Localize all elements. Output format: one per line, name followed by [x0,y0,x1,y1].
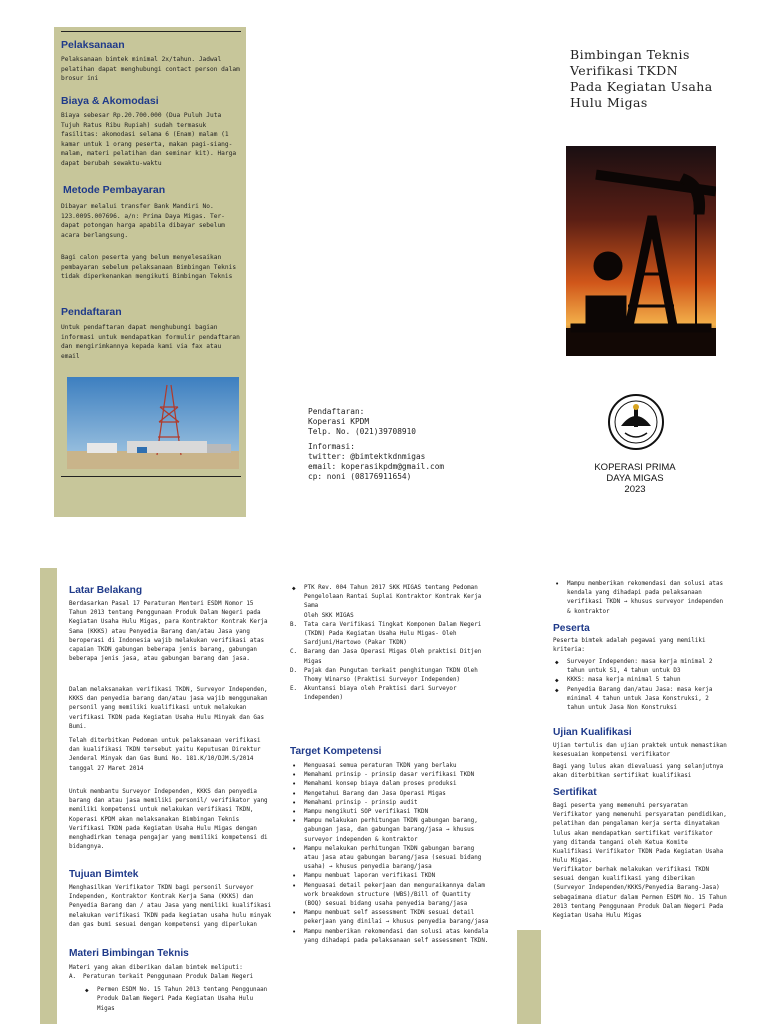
materi-item-d-mark: D. [290,667,298,674]
info-panel [54,27,246,517]
latar-p1: Berdasarkan Pasal 17 Peraturan Menteri ESDM Nomor 15 Tahun 2013 tentang Penggunaan Produk Dalam Negeri pada Kegiatan Usaha Hulu Migas, para Kontraktor Kontrak Kerja Sama (KKKS) atau Penyedia Barang dan/atau Jasa yang beroperasi di Indonesia wajib melakukan verifikasi atas capaian TKDN gabungan beberapa jenis barang, gabungan beberapa jenis jasa, atau gabungan barang dan jasa. [69,601,268,663]
target-heading: Target Kompetensi [290,746,382,757]
org-name [580,462,690,495]
materi-item-e-text: Akuntansi biaya oleh Praktisi dari Surveyor independen) [304,686,457,702]
col3-top-list [553,580,728,617]
materi-item-c-text: Barang dan Jasa Operasi Migas Oleh praktisi Ditjen Migas [304,649,482,665]
left-strip [40,568,57,1024]
target-item: • Mampu melakukan perhitungan TKDN gabungan barang, gabungan jasa, dan gabungan barang/jasa → khusus surveyor independen & kontraktor [290,817,490,845]
contact-line-2: Koperasi KPDM [308,417,370,426]
pendaftaran-text: Untuk pendaftaran dapat menghubungi bagian informasi untuk mendapatkan formulir pendaftaran dan mengirimkannya kepada kami via fax atau email [61,324,240,360]
pelaksanaan-heading: Pelaksanaan [61,39,125,51]
metode-text-1: Dibayar melalui transfer Bank Mandiri No. 123.0095.007696. a/n: Prima Daya Migas. Ter-dapat potongan harga apabila dibayar sebelum acara berlangsung. [61,203,225,239]
tujuan-text: Menghasilkan Verifikator TKDN bagi personil Surveyor Independen, Kontraktor Kontrak Kerja Sama (KKKS) dan Penyedia Barang dan / atau Jasa yang memiliki kualifikasi melakukan verifikasi TKDN pada kegiatan usaha hulu minyak dan gas bumi sesuai dengan kompetensi yang diperlukan [69,885,272,928]
target-item: • Mampu mengikuti SOP verifikasi TKDN [290,808,490,817]
materi-item-d [290,667,490,685]
ujian-heading: Ujian Kualifikasi [553,727,632,738]
contact-phone: Telp. No. (021)39708910 [308,427,416,436]
contact-block [308,407,488,482]
materi-item-b [290,621,490,649]
materi-a-bullet-2-text: PTK Rev. 004 Tahun 2017 SKK MIGAS tentang Pedoman Pengelolaan Rantai Suplai Kontraktor Kontrak Kerja Sama [304,585,482,610]
target-item: • Mampu memberikan rekomendasi dan solusi atas kendala yang dihadapi pada pelaksanaan self assessment TKDN. [290,928,490,946]
peserta-list [553,658,728,713]
target-item: • Mampu membuat self assessment TKDN sesuai detail pekerjaan yang dinilai → khusus penyedia barang/jasa [290,909,490,927]
pumpjack-photo [566,146,716,356]
target-list [290,762,490,946]
target-item: • Mengetahui Barang dan Jasa Operasi Migas [290,790,490,799]
target-item: • Mampu membuat laporan verifikasi TKDN [290,872,490,881]
peserta-heading: Peserta [553,623,590,634]
materi-list-cont [290,584,490,704]
target-item-continued: • Mampu memberikan rekomendasi dan solusi atas kendala yang dihadapi pada pelaksanaan verifikasi TKDN → khusus surveyor independen & kontraktor [553,580,728,617]
materi-item-c [290,648,490,666]
biaya-text: Biaya sebesar Rp.20.700.000 (Dua Puluh Juta Tujuh Ratus Ribu Rupiah) sudah termasuk fasilitas: akomodasi selama 6 (Enam) malam (1 kamar untuk 1 orang peserta, makan pagi-siang-malam, materi pelatihan dan seminar kit). Harga dapat berubah sewaktu-waktu [61,112,237,167]
materi-item-a-mark: A. [69,974,77,980]
materi-item-e [290,685,490,703]
peserta-intro: Peserta bimtek adalah pegawai yang memiliki kriteria: [553,638,706,654]
latar-p3: Telah diterbitkan Pedoman untuk pelaksanaan verifikasi dan kualifikasi TKDN tersebut yaitu Keputusan Direktur Jenderal Minyak dan Gas Bumi No. 181.K/10/DJM.S/2014 tanggal 27 Maret 2014 [69,738,261,772]
ujian-p2: Bagi yang lulus akan dievaluasi yang selanjutnya akan diterbitkan sertifikat kualifikasi [553,764,724,780]
koperasi-logo [607,393,665,451]
latar-p2: Dalam melaksanakan verifikasi TKDN, Surveyor Independen, KKKS dan penyedia barang dan/atau jasa wajib menggunakan personil yang memiliki kualifikasi untuk melakukan verifikasi TKDN pada Kegiatan Usaha Hulu Minyak dan Gas Bumi. [69,687,268,730]
materi-a-bullet-2 [290,584,490,621]
oil-rig-photo [67,377,239,469]
bottom-rule [61,476,241,477]
title-line-3: Pada Kegiatan Usaha [570,79,713,94]
sertifikat-heading: Sertifikat [553,787,597,798]
biaya-heading: Biaya & Akomodasi [61,95,159,107]
materi-list-a [69,973,274,1014]
target-item: • Memahami prinsip - prinsip audit [290,799,490,808]
materi-item-c-mark: C. [290,649,298,656]
pendaftaran-heading: Pendaftaran [61,306,122,318]
materi-a-bullet-1: ◆ Permen ESDM No. 15 Tahun 2013 tentang Penggunaan Produk Dalam Negeri Pada Kegiatan Usaha Hulu Migas [83,986,274,1014]
materi-heading: Materi Bimbingan Teknis [69,948,189,959]
org-line-2: DAYA MIGAS [606,473,664,484]
peserta-item: ◆ KKKS: masa kerja minimal 5 tahun [553,676,728,685]
materi-item-d-text: Pajak dan Pungutan terkait penghitungan TKDN Oleh Thomy Winarso (Praktisi Surveyor Independen) [304,667,478,684]
target-item: • Menguasai semua peraturan TKDN yang berlaku [290,762,490,771]
top-rule [61,31,241,32]
materi-item-e-mark: E. [290,686,298,693]
target-item: • Mampu melakukan perhitungan TKDN gabungan barang atau jasa atau gabungan barang/jasa (sesuai bidang usaha) → khusus penyedia barang/jasa [290,845,490,873]
materi-item-b-mark: B. [290,621,298,628]
peserta-item: ◆ Penyedia Barang dan/atau Jasa: masa kerja minimal 4 tahun untuk Jasa Konstruksi, 2 tahun untuk Jasa Non Konstruksi [553,686,728,714]
bottom-strip [517,930,541,1024]
latar-heading: Latar Belakang [69,585,143,596]
metode-heading: Metode Pembayaran [63,184,166,196]
target-item: • Menguasai detail pekerjaan dan menguraikannya dalam work breakdown structure (WBS)/Bill of Quantity (BOQ) sesuai bidang usaha penyedia barang/jasa [290,882,490,910]
latar-p4: Untuk membantu Surveyor Independen, KKKS dan penyedia barang dan atau jasa memiliki personil/ verifikator yang memiliki kompetensi untuk melakukan verifikasi TKDN, Koperasi KPDM akan melaksanakan Bimbingan Teknis Verifikasi TKDN pada Kegiatan Usaha Hulu Migas dengan menghadirkan tenaga pengajar yang memiliki kompetensi di bidangnya. [69,789,268,851]
title-line-2: Verifikasi TKDN [570,63,678,78]
materi-a-bullet-2-by: Oleh SKK MIGAS [304,612,354,619]
target-item: • Memahami prinsip - prinsip dasar verifikasi TKDN [290,771,490,780]
contact-line-1: Pendaftaran: [308,407,365,416]
org-year: 2023 [624,484,646,495]
sertifikat-p1: Bagi peserta yang memenuhi persyaratan Verifikator yang memenuhi persyaratan pendidikan, pelatihan dan pengalaman kerja serta dinyatakan lulus akan mendapatkan sertifikat verifikator yang ditanda tangani oleh Ketua Komite Kualifikasi Verifikator TKDN Pada Kegiatan Usaha Hulu Migas. [553,803,727,865]
materi-item-a [69,973,274,982]
contact-twitter: twitter: @bimtektkdnmigas [308,452,426,461]
pelaksanaan-text: Pelaksanaan bimtek minimal 2x/tahun. Jadwal pelatihan dapat menghubungi contact person dalam brosur ini [61,56,240,83]
metode-text-2: Bagi calon peserta yang belum menyelesaikan pembayaran sebelum pelaksanaan Bimbingan Teknis tidak diperkenankan mengikuti Bimbingan Teknis [61,254,237,281]
materi-intro: Materi yang akan diberikan dalam bimtek meliputi: [69,965,243,971]
tujuan-heading: Tujuan Bimtek [69,869,139,880]
title-line-4: Hulu Migas [570,95,648,110]
contact-email: email: koperasikpdm@gmail.com [308,462,445,471]
org-line-1: KOPERASI PRIMA [594,462,676,473]
ujian-p1: Ujian tertulis dan ujian praktek untuk memastikan kesesuaian kompetensi verifikator [553,743,727,759]
brochure-title [570,47,740,111]
sertifikat-p2: Verifikator berhak melakukan verifikasi TKDN sesuai dengan kualifikasi yang diberikan (Surveyor Independen/KKKS/Penyedia Barang-Jasa) sebagaimana diatur dalam Permen ESDM No. 15 Tahun 2013 tentang Penggunaan Produk Dalam Negeri Pada Kegiatan Usaha Hulu Migas [553,867,727,920]
target-item: • Memahami konsep biaya dalam proses produksi [290,780,490,789]
contact-line-4: Informasi: [308,442,355,451]
peserta-item: ◆ Surveyor Independen: masa kerja minimal 2 tahun untuk S1, 4 tahun untuk D3 [553,658,728,676]
contact-cp: cp: noni (08176911654) [308,472,412,481]
title-line-1: Bimbingan Teknis [570,47,690,62]
materi-item-b-text: Tata cara Verifikasi Tingkat Komponen Dalam Negeri (TKDN) Pada Kegiatan Usaha Hulu Migas- Oleh Sardjuni/Hartowo (Pakar TKDN) [304,621,482,647]
materi-item-a-text: Peraturan terkait Penggunaan Produk Dalam Negeri [83,974,254,980]
